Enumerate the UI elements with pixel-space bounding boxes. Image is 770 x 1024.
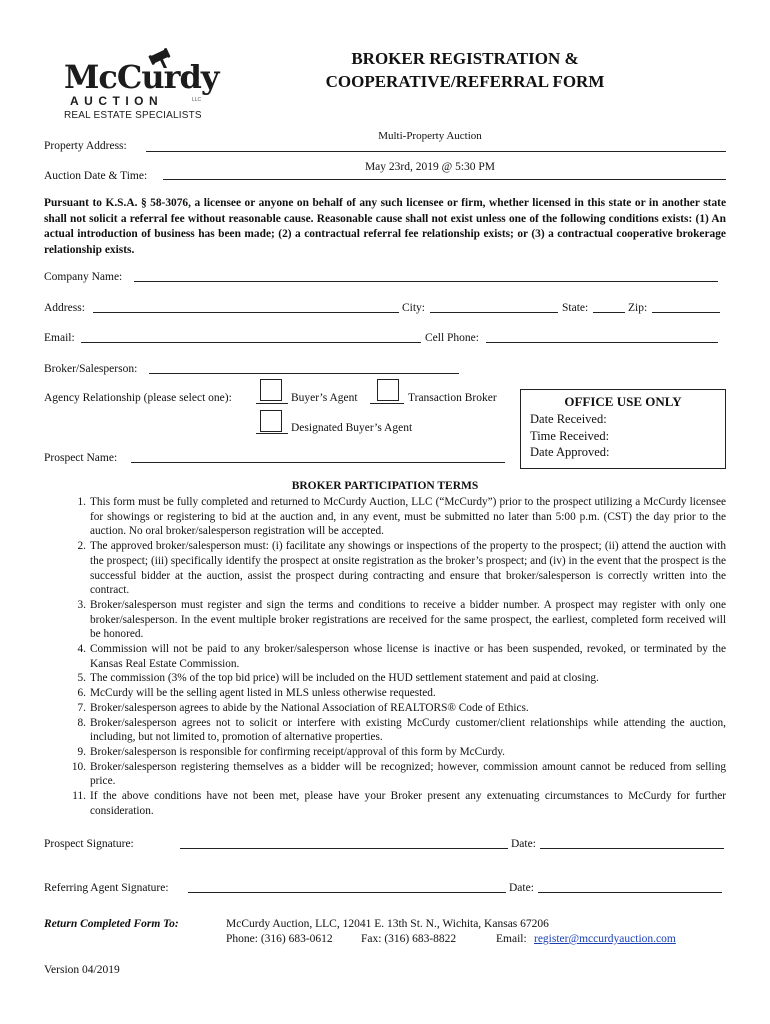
version-label: Version 04/2019 xyxy=(44,964,120,976)
broker-salesperson-label: Broker/Salesperson: xyxy=(44,363,138,375)
transaction-broker-checkbox[interactable] xyxy=(377,379,399,401)
prospect-signature-label: Prospect Signature: xyxy=(44,838,134,850)
terms-list xyxy=(44,495,726,818)
term-item: 2. The approved broker/salesperson must: (i) facilitate any showings or inspections of the property to the prospect; (ii) attend the auction with the prospect; (iii) specifically identify the prospect at onsite registration as the broker’s prospect; and (iv) in the event that the prospect is the successful bidder at the auction, assist the prospect during contracting and ensure that broker/salesperson is correctly written into the contract. xyxy=(77,540,726,597)
buyers-agent-label: Buyer’s Agent xyxy=(291,392,358,404)
referring-date-field[interactable] xyxy=(538,882,722,893)
time-received-label: Time Received: xyxy=(530,429,610,443)
referring-agent-signature-field[interactable] xyxy=(188,882,506,893)
email-field[interactable] xyxy=(81,332,421,343)
state-field[interactable] xyxy=(593,302,625,313)
form-title-line2: COOPERATIVE/REFERRAL FORM xyxy=(325,72,605,91)
referring-date-label: Date: xyxy=(509,882,534,894)
property-address-field[interactable] xyxy=(146,141,726,152)
property-address-label: Property Address: xyxy=(44,140,127,152)
designated-agent-checkbox[interactable] xyxy=(260,410,282,432)
term-item: 4. Commission will not be paid to any broker/salesperson whose license is inactive or has been suspended, revoked, or terminated by the Kansas Real Estate Commission. xyxy=(77,643,726,670)
term-item: 10. Broker/salesperson registering themselves as a bidder will be recognized; however, commission amount cannot be reduced from selling price. xyxy=(71,760,726,788)
return-email-link[interactable]: register@mccurdyauction.com xyxy=(534,933,676,945)
transaction-broker-label: Transaction Broker xyxy=(408,392,497,404)
referring-agent-signature-label: Referring Agent Signature: xyxy=(44,882,169,894)
prospect-date-label: Date: xyxy=(511,838,536,850)
term-item: 7. Broker/salesperson agrees to abide by the National Association of REALTORS® Code of Ethics. xyxy=(77,701,529,714)
city-field[interactable] xyxy=(430,302,558,313)
address-label: Address: xyxy=(44,302,85,314)
cell-phone-field[interactable] xyxy=(486,332,718,343)
return-phone: Phone: (316) 683-0612 xyxy=(226,933,333,945)
logo-auction: AUCTION xyxy=(70,94,164,108)
agency-relationship-label: Agency Relationship (please select one): xyxy=(44,392,232,404)
return-fax: Fax: (316) 683-8822 xyxy=(361,933,457,945)
logo-llc: LLC xyxy=(192,97,202,103)
city-label: City: xyxy=(402,302,426,314)
return-address: McCurdy Auction, LLC, 12041 E. 13th St. N., Wichita, Kansas 67206 xyxy=(226,918,549,930)
company-name-field[interactable] xyxy=(134,271,718,282)
logo-tagline: REAL ESTATE SPECIALISTS xyxy=(64,110,202,121)
prospect-name-label: Prospect Name: xyxy=(44,452,118,464)
date-approved-label: Date Approved: xyxy=(530,445,610,459)
broker-salesperson-field[interactable] xyxy=(149,363,459,374)
office-use-heading: OFFICE USE ONLY xyxy=(564,394,682,409)
buyers-agent-checkbox[interactable] xyxy=(260,379,282,401)
term-item: 11. If the above conditions have not been met, please have your Broker present any extenuating circumstances to McCurdy for further consideration. xyxy=(72,790,726,817)
return-label: Return Completed Form To: xyxy=(44,918,179,930)
office-use-box xyxy=(520,389,726,469)
logo-brand: McCurdy xyxy=(64,58,219,96)
state-label: State: xyxy=(562,302,589,314)
mccurdy-logo xyxy=(62,42,219,124)
property-address-value: Multi-Property Auction xyxy=(378,130,482,142)
term-item: 1. This form must be fully completed and returned to McCurdy Auction, LLC (“McCurdy”) prior to the prospect utilizing a McCurdy licensee for showings or registering to bid at the auction and, in any event, must be submitted no later than 5:00 p.m. (CST) the day prior to the auction. No oral broker/salesperson registration will be accepted. xyxy=(77,496,726,538)
term-item: 8. Broker/salesperson agrees not to solicit or interfere with existing McCurdy customer/client relationships while attending the auction, including, but not limited to, promotion of alternative properties. xyxy=(77,716,726,744)
auction-datetime-value: May 23rd, 2019 @ 5:30 PM xyxy=(364,161,496,173)
term-item: 5. The commission (3% of the top bid price) will be included on the HUD settlement statement and paid at closing. xyxy=(77,672,599,685)
statute-paragraph: Pursuant to K.S.A. § 58-3076, a licensee or anyone on behalf of any such licensee or firm, whether licensed in this state or in another state shall not solicit a referral fee without reasonable cause. Reasonable cause shall not exist unless one of the following conditions exists: (1) An actual introduction of business has been made; (2) a contractual referral fee relationship exists; or (3) a contractual cooperative brokerage relationship exists. xyxy=(44,197,726,256)
zip-field[interactable] xyxy=(652,302,720,313)
cell-phone-label: Cell Phone: xyxy=(425,332,479,344)
address-field[interactable] xyxy=(93,302,399,313)
term-item: 9. Broker/salesperson is responsible for confirming receipt/approval of this form by McCurdy. xyxy=(77,745,505,758)
prospect-date-field[interactable] xyxy=(540,838,724,849)
email-label: Email: xyxy=(44,332,75,344)
term-item: 3. Broker/salesperson must register and sign the terms and conditions to receive a bidder number. A prospect may register with only one broker/salesperson. In the event multiple broker registrations are received for the same prospect, the earliest, completed form received will be honored. xyxy=(77,598,726,641)
term-item: 6. McCurdy will be the selling agent listed in MLS unless otherwise requested. xyxy=(77,687,436,700)
zip-label: Zip: xyxy=(628,302,648,314)
terms-heading: BROKER PARTICIPATION TERMS xyxy=(291,480,479,492)
company-name-label: Company Name: xyxy=(44,271,123,283)
prospect-signature-field[interactable] xyxy=(180,838,508,849)
return-email-label: Email: xyxy=(496,933,527,945)
form-title-line1: BROKER REGISTRATION & xyxy=(351,49,579,68)
designated-agent-label: Designated Buyer’s Agent xyxy=(291,422,413,434)
auction-datetime-label: Auction Date & Time: xyxy=(44,170,148,182)
prospect-name-field[interactable] xyxy=(131,452,505,463)
date-received-label: Date Received: xyxy=(530,412,607,426)
